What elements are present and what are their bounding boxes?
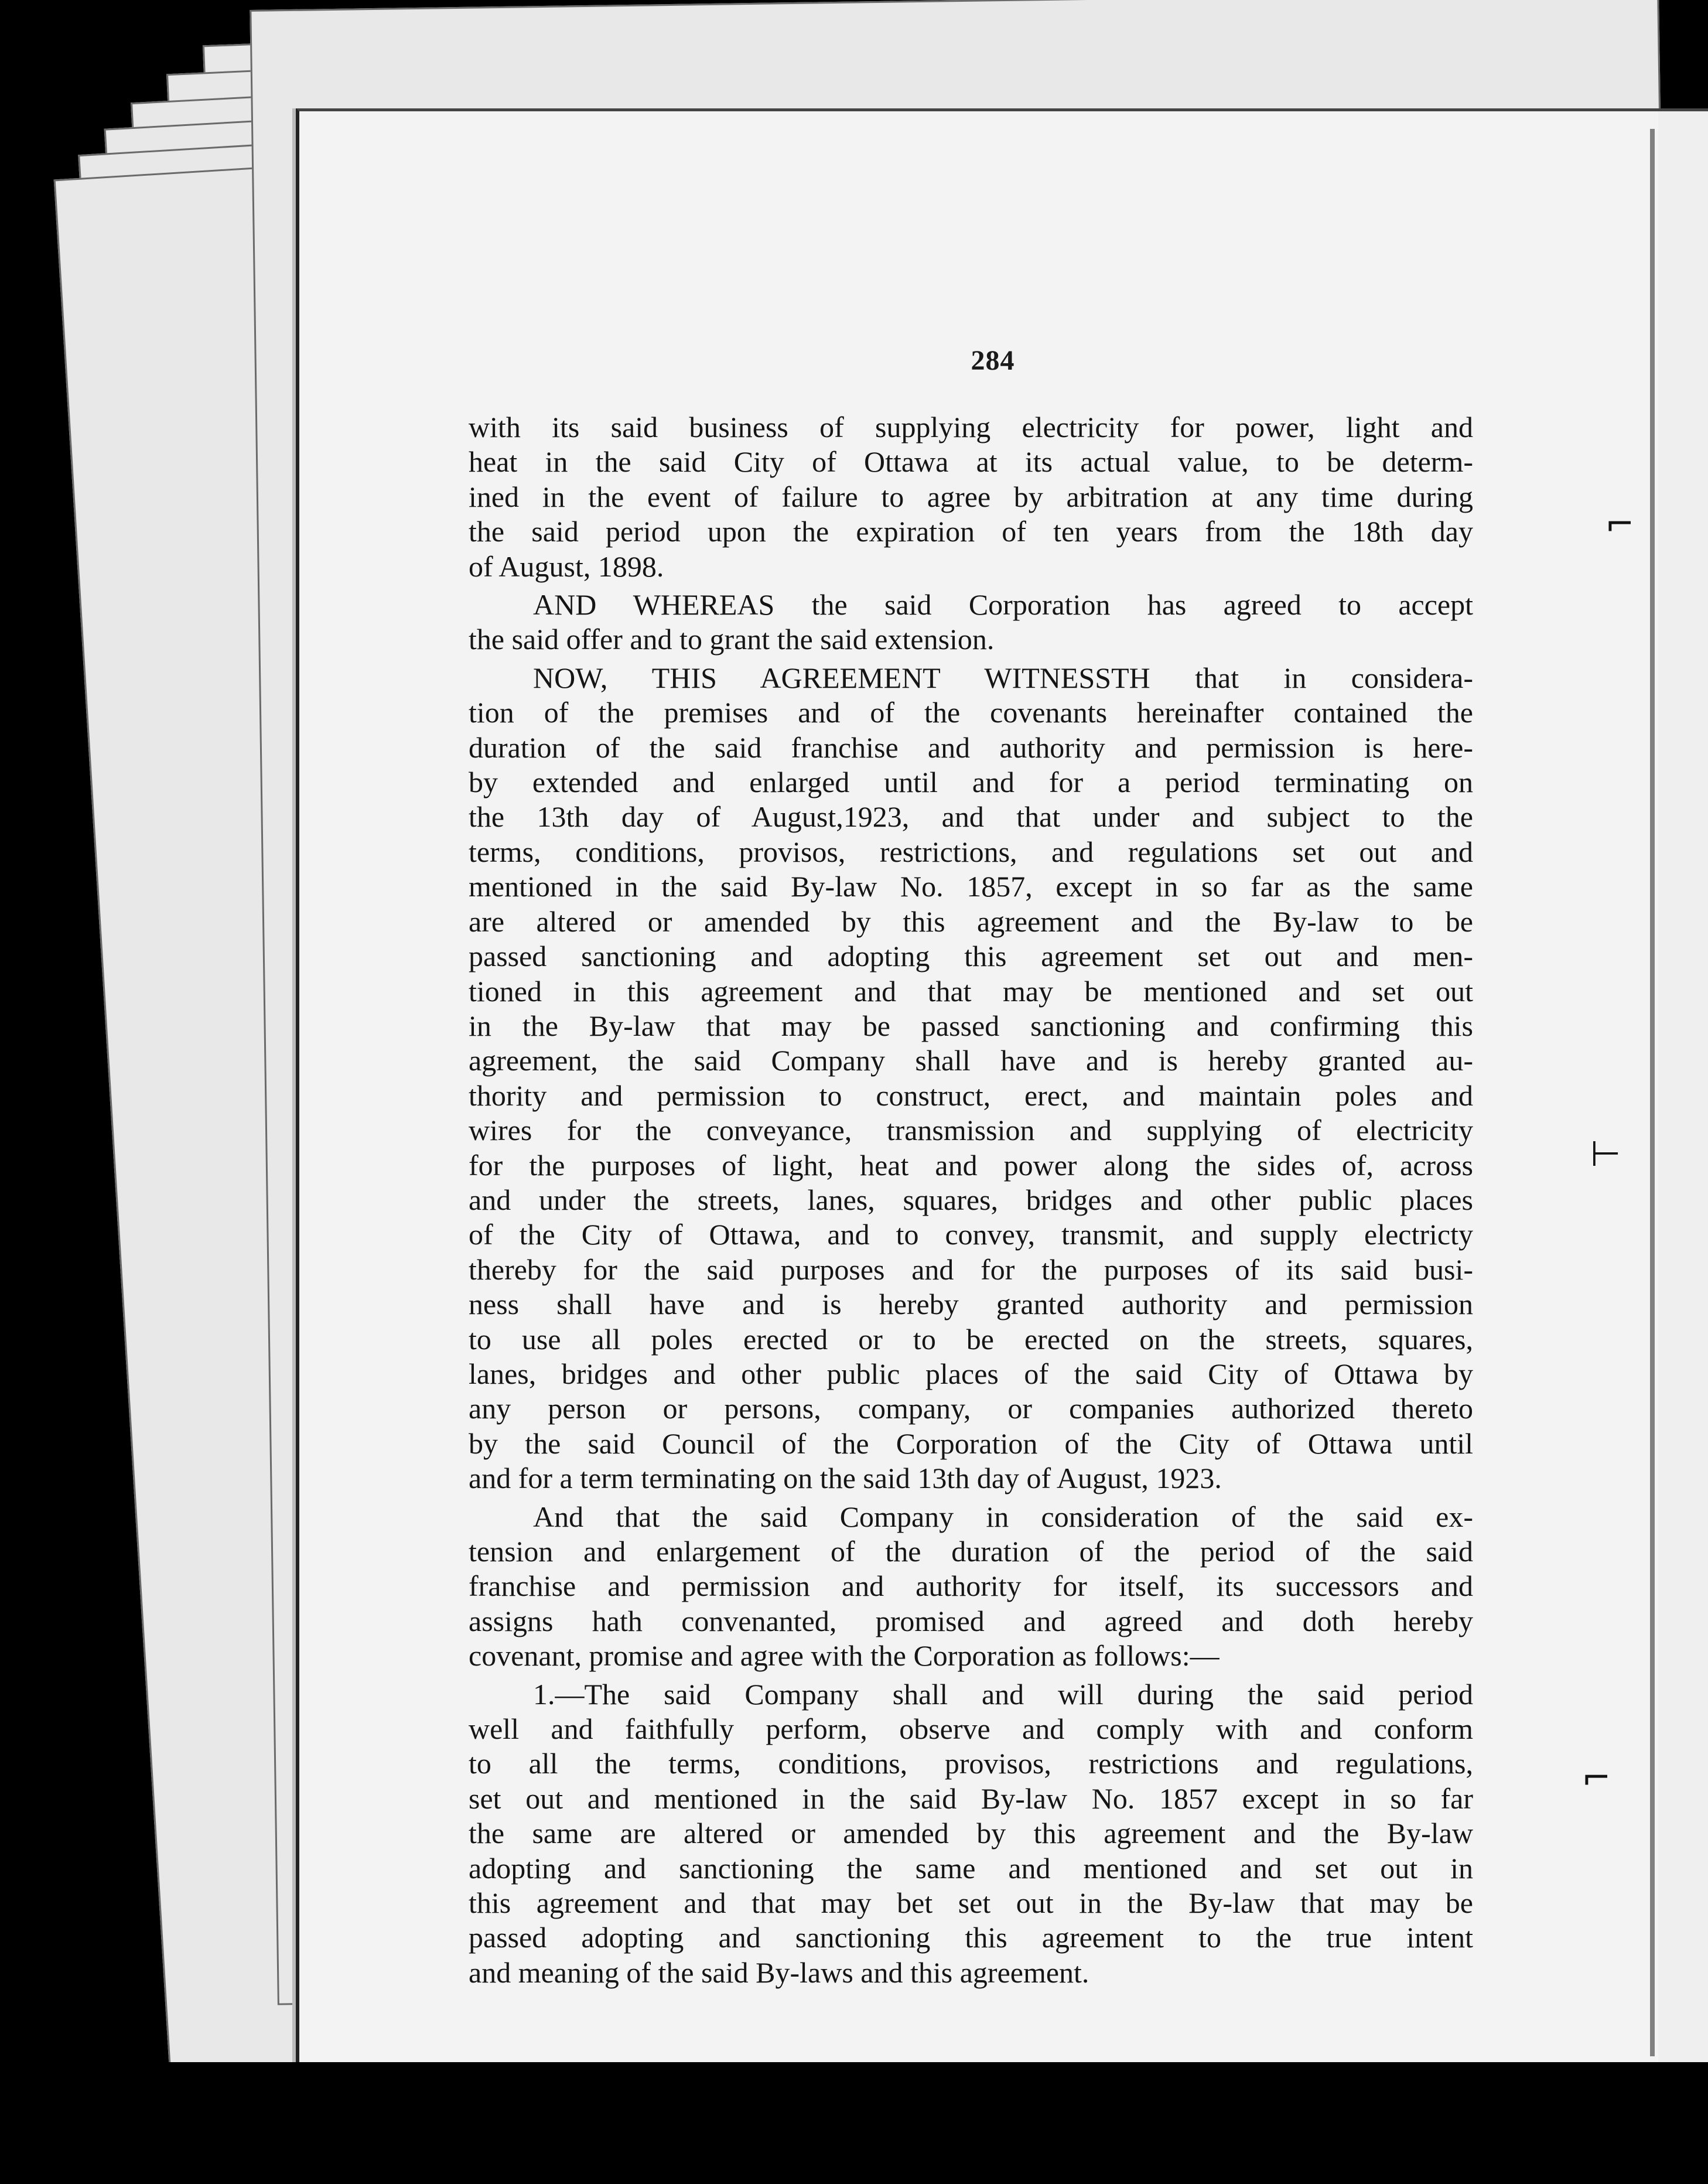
text-line: of August, 1898.	[469, 550, 664, 583]
body-text	[469, 410, 1473, 1990]
text-line: any person or persons, company, or companies authorized thereto	[469, 1392, 1473, 1425]
scan-bottom-border	[0, 2062, 1708, 2184]
text-line: adopting and sanctioning the same and mentioned and set out in	[469, 1851, 1473, 1885]
text-line: the said period upon the expiration of ten years from the 18th day	[469, 515, 1473, 548]
text-line: are altered or amended by this agreement and the By-law to be	[469, 905, 1473, 938]
text-line: this agreement and that may bet set out in the By-law that may be	[469, 1886, 1473, 1920]
staple-mark: ⌐	[1605, 504, 1635, 545]
text-line: the said offer and to grant the said extension.	[469, 623, 995, 656]
text-line: the 13th day of August,1923, and that under and subject to the	[469, 800, 1473, 834]
paragraph	[469, 1677, 1473, 1991]
text-line: and for a term terminating on the said 13th day of August, 1923.	[469, 1462, 1222, 1495]
text-line: and under the streets, lanes, squares, bridges and other public places	[469, 1183, 1473, 1216]
text-line: ness shall have and is hereby granted authority and permission	[469, 1288, 1473, 1321]
text-line: covenant, promise and agree with the Corporation as follows:—	[469, 1639, 1219, 1673]
staple-mark: ⊢	[1590, 1134, 1621, 1175]
text-line: assigns hath convenanted, promised and agreed and doth hereby	[469, 1604, 1473, 1637]
text-line: thereby for the said purposes and for the purposes of its said busi-	[469, 1253, 1473, 1286]
text-line: passed sanctioning and adopting this agreement set out and men-	[469, 940, 1473, 973]
text-line: wires for the conveyance, transmission and supplying of electricity	[469, 1114, 1473, 1147]
text-line: the same are altered or amended by this agreement and the By-law	[469, 1817, 1473, 1850]
paragraph	[469, 410, 1473, 584]
text-line: by extended and enlarged until and for a period terminating on	[469, 766, 1473, 799]
text-line: well and faithfully perform, observe and comply with and conform	[469, 1712, 1473, 1746]
page-number: 284	[971, 345, 1015, 376]
text-line: by the said Council of the Corporation of the City of Ottawa until	[469, 1427, 1473, 1460]
paragraph	[469, 661, 1473, 1496]
page-binding-edge	[1650, 129, 1655, 2056]
text-line: passed adopting and sanctioning this agreement to the true intent	[469, 1921, 1473, 1954]
text-line: heat in the said City of Ottawa at its actual value, to be determ-	[469, 445, 1473, 479]
paragraph	[469, 1500, 1473, 1674]
staple-mark: ⌐	[1581, 1758, 1611, 1799]
text-line: in the By-law that may be passed sanctioning and confirming this	[469, 1009, 1473, 1042]
text-line: thority and permission to construct, erect, and maintain poles and	[469, 1079, 1473, 1112]
text-line: to all the terms, conditions, provisos, restrictions and regulations,	[469, 1747, 1473, 1780]
text-line: with its said business of supplying electricity for power, light and	[469, 411, 1473, 443]
text-line: franchise and permission and authority for itself, its successors and	[469, 1569, 1473, 1603]
paragraph	[469, 588, 1473, 657]
text-line: agreement, the said Company shall have and is hereby granted au-	[469, 1044, 1473, 1077]
text-line: And that the said Company in consideration of the said ex-	[533, 1500, 1473, 1533]
text-line: duration of the said franchise and authority and permission is here-	[469, 731, 1473, 764]
text-line: of the City of Ottawa, and to convey, transmit, and supply electricty	[469, 1218, 1473, 1251]
text-line: NOW, THIS AGREEMENT WITNESSTH that in considera-	[533, 661, 1473, 694]
text-line: 1.—The said Company shall and will during the said period	[533, 1677, 1473, 1711]
text-line: for the purposes of light, heat and power along the sides of, across	[469, 1148, 1473, 1182]
text-line: tion of the premises and of the covenants hereinafter contained the	[469, 696, 1473, 729]
text-line: to use all poles erected or to be erected on the streets, squares,	[469, 1322, 1473, 1356]
text-line: tension and enlargement of the duration of the period of the said	[469, 1535, 1473, 1568]
text-line: ined in the event of failure to agree by arbitration at any time during	[469, 480, 1473, 513]
text-line: lanes, bridges and other public places of the said City of Ottawa by	[469, 1357, 1473, 1390]
text-line: and meaning of the said By-laws and this agreement.	[469, 1956, 1089, 1989]
text-line: set out and mentioned in the said By-law No. 1857 except in so far	[469, 1782, 1473, 1815]
text-line: mentioned in the said By-law No. 1857, except in so far as the same	[469, 870, 1473, 903]
text-line: tioned in this agreement and that may be mentioned and set out	[469, 974, 1473, 1008]
page-margin-strip	[1658, 111, 1708, 2062]
text-line: AND WHEREAS the said Corporation has agreed to accept	[533, 588, 1473, 622]
text-line: terms, conditions, provisos, restrictions, and regulations set out and	[469, 835, 1473, 868]
